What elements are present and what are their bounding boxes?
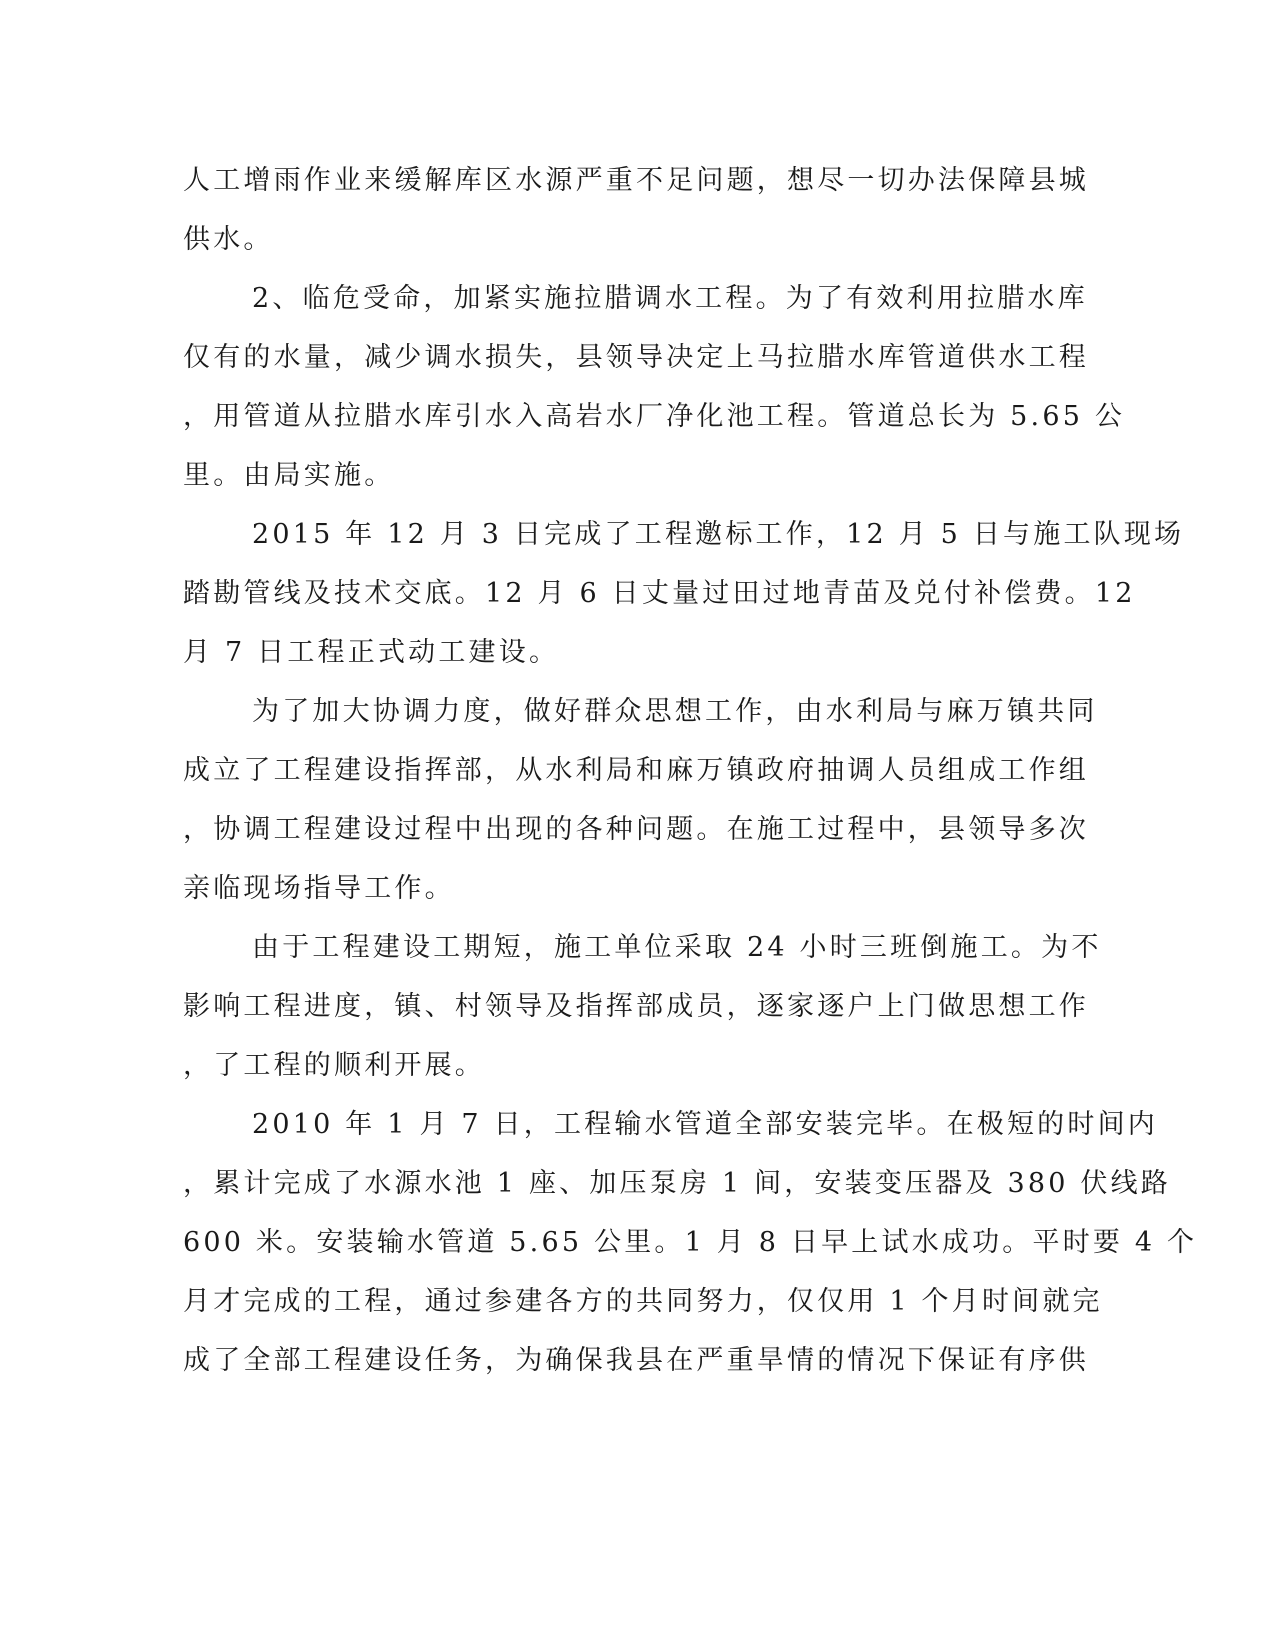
text-line-6: 里。由局实施。 [183,460,395,491]
text-line-7: 2015 年 12 月 3 日完成了工程邀标工作，12 月 5 日与施工队现场 [252,519,1185,550]
text-line-14: 由于工程建设工期短，施工单位采取 24 小时三班倒施工。为不 [252,932,1102,963]
text-line-11: 成立了工程建设指挥部，从水利局和麻万镇政府抽调人员组成工作组 [183,755,1089,786]
text-line-17: 2010 年 1 月 7 日，工程输水管道全部安装完毕。在极短的时间内 [252,1109,1158,1140]
text-line-10: 为了加大协调力度，做好群众思想工作，由水利局与麻万镇共同 [252,696,1098,727]
text-line-9: 月 7 日工程正式动工建设。 [183,637,560,668]
text-line-2: 供水。 [183,224,274,255]
text-line-15: 影响工程进度，镇、村领导及指挥部成员，逐家逐户上门做思想工作 [183,991,1089,1022]
text-line-20: 月才完成的工程，通过参建各方的共同努力，仅仅用 1 个月时间就完 [183,1286,1103,1317]
text-line-5: ，用管道从拉腊水库引水入高岩水厂净化池工程。管道总长为 5.65 公 [183,401,1126,432]
text-line-3: 2、临危受命，加紧实施拉腊调水工程。为了有效利用拉腊水库 [252,283,1088,314]
text-line-12: ，协调工程建设过程中出现的各种问题。在施工过程中，县领导多次 [183,814,1089,845]
text-line-4: 仅有的水量，减少调水损失，县领导决定上马拉腊水库管道供水工程 [183,342,1089,373]
text-line-1: 人工增雨作业来缓解库区水源严重不足问题，想尽一切办法保障县城 [183,165,1089,196]
text-line-16: ，了工程的顺利开展。 [183,1050,485,1081]
text-line-13: 亲临现场指导工作。 [183,873,455,904]
text-line-21: 成了全部工程建设任务，为确保我县在严重旱情的情况下保证有序供 [183,1345,1089,1376]
text-line-8: 踏勘管线及技术交底。12 月 6 日丈量过田过地青苗及兑付补偿费。12 [183,578,1136,609]
text-line-18: ，累计完成了水源水池 1 座、加压泵房 1 间，安装变压器及 380 伏线路 [183,1168,1171,1199]
text-line-19: 600 米。安装输水管道 5.65 公里。1 月 8 日早上试水成功。平时要 4 个 [183,1227,1198,1258]
